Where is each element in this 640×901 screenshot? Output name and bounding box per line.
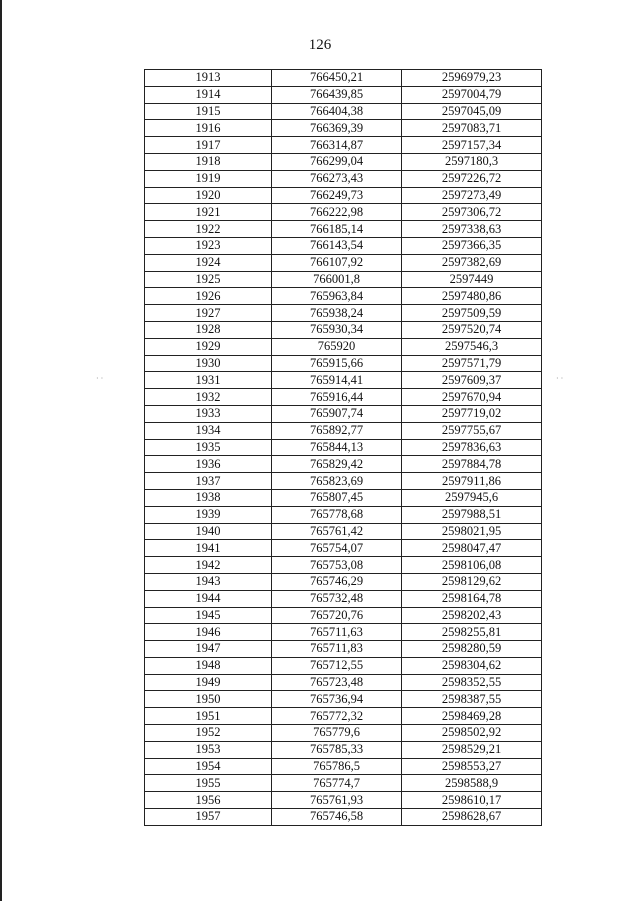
x-coordinate-cell: 766439,85 (272, 86, 402, 103)
x-coordinate-cell: 766107,92 (272, 254, 402, 271)
y-coordinate-cell: 2598255,81 (402, 624, 542, 641)
point-number-cell: 1936 (145, 456, 272, 473)
x-coordinate-cell: 766143,54 (272, 237, 402, 254)
point-number-cell: 1922 (145, 221, 272, 238)
table-row (145, 657, 542, 674)
y-coordinate-cell: 2597045,09 (402, 103, 542, 120)
x-coordinate-cell: 765746,29 (272, 573, 402, 590)
table-row (145, 103, 542, 120)
point-number-cell: 1950 (145, 691, 272, 708)
table-row (145, 288, 542, 305)
table-row (145, 338, 542, 355)
x-coordinate-cell: 765930,34 (272, 321, 402, 338)
point-number-cell: 1924 (145, 254, 272, 271)
x-coordinate-cell: 766299,04 (272, 153, 402, 170)
table-row (145, 372, 542, 389)
x-coordinate-cell: 765938,24 (272, 305, 402, 322)
table-row (145, 237, 542, 254)
y-coordinate-cell: 2597911,86 (402, 473, 542, 490)
point-number-cell: 1946 (145, 624, 272, 641)
y-coordinate-cell: 2597226,72 (402, 170, 542, 187)
table-row (145, 271, 542, 288)
point-number-cell: 1913 (145, 70, 272, 87)
table-row (145, 540, 542, 557)
table-row (145, 70, 542, 87)
y-coordinate-cell: 2596979,23 (402, 70, 542, 87)
x-coordinate-cell: 765823,69 (272, 473, 402, 490)
point-number-cell: 1941 (145, 540, 272, 557)
x-coordinate-cell: 765711,83 (272, 641, 402, 658)
point-number-cell: 1931 (145, 372, 272, 389)
x-coordinate-cell: 765916,44 (272, 389, 402, 406)
point-number-cell: 1938 (145, 489, 272, 506)
y-coordinate-cell: 2597273,49 (402, 187, 542, 204)
coordinates-table-body (145, 70, 542, 826)
table-row (145, 691, 542, 708)
y-coordinate-cell: 2597083,71 (402, 120, 542, 137)
x-coordinate-cell: 765785,33 (272, 741, 402, 758)
table-row (145, 389, 542, 406)
table-row (145, 153, 542, 170)
point-number-cell: 1929 (145, 338, 272, 355)
x-coordinate-cell: 765723,48 (272, 674, 402, 691)
y-coordinate-cell: 2597366,35 (402, 237, 542, 254)
x-coordinate-cell: 765732,48 (272, 590, 402, 607)
y-coordinate-cell: 2597836,63 (402, 439, 542, 456)
y-coordinate-cell: 2597945,6 (402, 489, 542, 506)
point-number-cell: 1918 (145, 153, 272, 170)
x-coordinate-cell: 765907,74 (272, 405, 402, 422)
y-coordinate-cell: 2597571,79 (402, 355, 542, 372)
y-coordinate-cell: 2598588,9 (402, 775, 542, 792)
x-coordinate-cell: 765736,94 (272, 691, 402, 708)
point-number-cell: 1917 (145, 137, 272, 154)
y-coordinate-cell: 2598047,47 (402, 540, 542, 557)
y-coordinate-cell: 2597157,34 (402, 137, 542, 154)
y-coordinate-cell: 2598304,62 (402, 657, 542, 674)
y-coordinate-cell: 2597449 (402, 271, 542, 288)
y-coordinate-cell: 2598202,43 (402, 607, 542, 624)
point-number-cell: 1923 (145, 237, 272, 254)
x-coordinate-cell: 766404,38 (272, 103, 402, 120)
x-coordinate-cell: 765786,5 (272, 758, 402, 775)
x-coordinate-cell: 765774,7 (272, 775, 402, 792)
table-row (145, 204, 542, 221)
point-number-cell: 1956 (145, 792, 272, 809)
table-row (145, 489, 542, 506)
x-coordinate-cell: 765712,55 (272, 657, 402, 674)
point-number-cell: 1939 (145, 506, 272, 523)
x-coordinate-cell: 766314,87 (272, 137, 402, 154)
point-number-cell: 1948 (145, 657, 272, 674)
y-coordinate-cell: 2597480,86 (402, 288, 542, 305)
y-coordinate-cell: 2598129,62 (402, 573, 542, 590)
x-coordinate-cell: 766369,39 (272, 120, 402, 137)
table-row (145, 473, 542, 490)
point-number-cell: 1921 (145, 204, 272, 221)
point-number-cell: 1943 (145, 573, 272, 590)
table-row (145, 674, 542, 691)
x-coordinate-cell: 766222,98 (272, 204, 402, 221)
x-coordinate-cell: 765920 (272, 338, 402, 355)
coordinates-table (144, 69, 542, 826)
y-coordinate-cell: 2598553,27 (402, 758, 542, 775)
y-coordinate-cell: 2597609,37 (402, 372, 542, 389)
point-number-cell: 1947 (145, 641, 272, 658)
y-coordinate-cell: 2598469,28 (402, 708, 542, 725)
point-number-cell: 1930 (145, 355, 272, 372)
y-coordinate-cell: 2597004,79 (402, 86, 542, 103)
table-row (145, 120, 542, 137)
point-number-cell: 1926 (145, 288, 272, 305)
table-row (145, 792, 542, 809)
table-row (145, 254, 542, 271)
x-coordinate-cell: 765892,77 (272, 422, 402, 439)
y-coordinate-cell: 2598164,78 (402, 590, 542, 607)
point-number-cell: 1940 (145, 523, 272, 540)
x-coordinate-cell: 765761,42 (272, 523, 402, 540)
point-number-cell: 1932 (145, 389, 272, 406)
table-row (145, 137, 542, 154)
y-coordinate-cell: 2598021,95 (402, 523, 542, 540)
x-coordinate-cell: 766185,14 (272, 221, 402, 238)
table-row (145, 321, 542, 338)
table-row (145, 573, 542, 590)
point-number-cell: 1919 (145, 170, 272, 187)
table-row (145, 86, 542, 103)
table-row (145, 741, 542, 758)
y-coordinate-cell: 2597180,3 (402, 153, 542, 170)
point-number-cell: 1925 (145, 271, 272, 288)
y-coordinate-cell: 2598106,08 (402, 557, 542, 574)
y-coordinate-cell: 2597306,72 (402, 204, 542, 221)
x-coordinate-cell: 766450,21 (272, 70, 402, 87)
scan-speck: · · (556, 374, 564, 383)
table-row (145, 624, 542, 641)
x-coordinate-cell: 765779,6 (272, 725, 402, 742)
table-row (145, 758, 542, 775)
point-number-cell: 1934 (145, 422, 272, 439)
x-coordinate-cell: 766249,73 (272, 187, 402, 204)
point-number-cell: 1955 (145, 775, 272, 792)
y-coordinate-cell: 2597382,69 (402, 254, 542, 271)
x-coordinate-cell: 765753,08 (272, 557, 402, 574)
scan-speck: · · (96, 374, 104, 383)
y-coordinate-cell: 2597755,67 (402, 422, 542, 439)
x-coordinate-cell: 766273,43 (272, 170, 402, 187)
point-number-cell: 1914 (145, 86, 272, 103)
x-coordinate-cell: 766001,8 (272, 271, 402, 288)
point-number-cell: 1937 (145, 473, 272, 490)
y-coordinate-cell: 2597670,94 (402, 389, 542, 406)
x-coordinate-cell: 765772,32 (272, 708, 402, 725)
x-coordinate-cell: 765720,76 (272, 607, 402, 624)
y-coordinate-cell: 2597719,02 (402, 405, 542, 422)
point-number-cell: 1951 (145, 708, 272, 725)
point-number-cell: 1935 (145, 439, 272, 456)
y-coordinate-cell: 2597338,63 (402, 221, 542, 238)
point-number-cell: 1953 (145, 741, 272, 758)
x-coordinate-cell: 765807,45 (272, 489, 402, 506)
y-coordinate-cell: 2598610,17 (402, 792, 542, 809)
table-row (145, 456, 542, 473)
x-coordinate-cell: 765761,93 (272, 792, 402, 809)
table-row (145, 607, 542, 624)
x-coordinate-cell: 765746,58 (272, 809, 402, 826)
y-coordinate-cell: 2597546,3 (402, 338, 542, 355)
page-number: 126 (308, 37, 332, 53)
table-row (145, 557, 542, 574)
point-number-cell: 1916 (145, 120, 272, 137)
table-row (145, 170, 542, 187)
table-row (145, 523, 542, 540)
y-coordinate-cell: 2598352,55 (402, 674, 542, 691)
table-row (145, 506, 542, 523)
y-coordinate-cell: 2597988,51 (402, 506, 542, 523)
x-coordinate-cell: 765915,66 (272, 355, 402, 372)
table-row (145, 775, 542, 792)
y-coordinate-cell: 2598387,55 (402, 691, 542, 708)
point-number-cell: 1915 (145, 103, 272, 120)
point-number-cell: 1957 (145, 809, 272, 826)
table-row (145, 221, 542, 238)
x-coordinate-cell: 765778,68 (272, 506, 402, 523)
table-row (145, 405, 542, 422)
table-row (145, 725, 542, 742)
point-number-cell: 1954 (145, 758, 272, 775)
table-row (145, 355, 542, 372)
table-row (145, 305, 542, 322)
y-coordinate-cell: 2598628,67 (402, 809, 542, 826)
table-row (145, 809, 542, 826)
point-number-cell: 1944 (145, 590, 272, 607)
y-coordinate-cell: 2597520,74 (402, 321, 542, 338)
point-number-cell: 1927 (145, 305, 272, 322)
table-row (145, 708, 542, 725)
x-coordinate-cell: 765829,42 (272, 456, 402, 473)
y-coordinate-cell: 2598529,21 (402, 741, 542, 758)
x-coordinate-cell: 765844,13 (272, 439, 402, 456)
point-number-cell: 1928 (145, 321, 272, 338)
point-number-cell: 1920 (145, 187, 272, 204)
table-row (145, 422, 542, 439)
y-coordinate-cell: 2597509,59 (402, 305, 542, 322)
y-coordinate-cell: 2598280,59 (402, 641, 542, 658)
x-coordinate-cell: 765754,07 (272, 540, 402, 557)
page-edge (0, 0, 2, 901)
point-number-cell: 1933 (145, 405, 272, 422)
x-coordinate-cell: 765963,84 (272, 288, 402, 305)
point-number-cell: 1942 (145, 557, 272, 574)
table-row (145, 590, 542, 607)
point-number-cell: 1949 (145, 674, 272, 691)
y-coordinate-cell: 2597884,78 (402, 456, 542, 473)
point-number-cell: 1945 (145, 607, 272, 624)
table-row (145, 187, 542, 204)
y-coordinate-cell: 2598502,92 (402, 725, 542, 742)
table-row (145, 439, 542, 456)
point-number-cell: 1952 (145, 725, 272, 742)
table-row (145, 641, 542, 658)
x-coordinate-cell: 765914,41 (272, 372, 402, 389)
x-coordinate-cell: 765711,63 (272, 624, 402, 641)
